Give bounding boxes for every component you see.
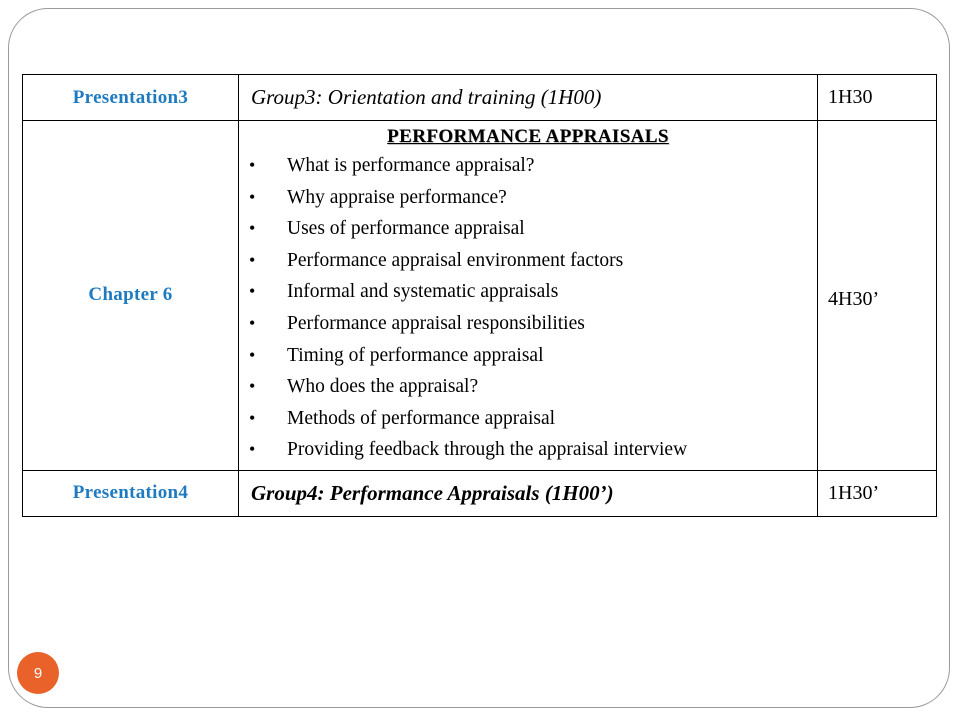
bullet-icon: • bbox=[249, 407, 256, 428]
list-item bbox=[239, 434, 817, 466]
duration: 4H30’ bbox=[828, 287, 880, 310]
list-item bbox=[239, 182, 817, 214]
bullet-icon: • bbox=[249, 312, 256, 333]
row-label: Presentation3 bbox=[23, 75, 239, 121]
list-item bbox=[239, 150, 817, 182]
topic-text: Why appraise performance? bbox=[287, 186, 507, 208]
duration: 1H30’ bbox=[818, 470, 937, 516]
group-description: Group4: Performance Appraisals (1H00’) bbox=[239, 470, 818, 516]
row-label: Chapter 6 bbox=[23, 121, 239, 471]
row-label: Presentation4 bbox=[23, 470, 239, 516]
topic-text: Informal and systematic appraisals bbox=[287, 281, 559, 303]
topic-text: Uses of performance appraisal bbox=[287, 218, 525, 240]
chapter-title: PERFORMANCE APPRAISALS bbox=[387, 126, 669, 147]
topic-text: Providing feedback through the appraisal interview bbox=[287, 439, 688, 461]
bullet-icon: • bbox=[249, 376, 256, 397]
bullet-icon: • bbox=[249, 249, 256, 270]
list-item bbox=[239, 340, 817, 372]
topic-list bbox=[239, 150, 817, 466]
course-schedule-table bbox=[22, 74, 937, 517]
list-item bbox=[239, 308, 817, 340]
topic-text: Timing of performance appraisal bbox=[287, 344, 544, 366]
group-description: Group3: Orientation and training (1H00) bbox=[239, 75, 818, 121]
list-item bbox=[239, 403, 817, 435]
list-item bbox=[239, 371, 817, 403]
table-row bbox=[23, 121, 937, 471]
topic-text: Performance appraisal responsibilities bbox=[287, 312, 585, 334]
topic-text: What is performance appraisal? bbox=[287, 155, 535, 176]
list-item bbox=[239, 276, 817, 308]
table-row bbox=[23, 75, 937, 121]
page-number-badge: 9 bbox=[17, 652, 59, 694]
bullet-icon: • bbox=[249, 218, 256, 239]
bullet-icon: • bbox=[249, 344, 256, 365]
bullet-icon: • bbox=[249, 186, 256, 207]
topic-text: Who does the appraisal? bbox=[287, 376, 479, 398]
bullet-icon: • bbox=[249, 281, 256, 302]
duration: 1H30 bbox=[818, 75, 937, 121]
bullet-icon: • bbox=[249, 155, 256, 175]
table-row bbox=[23, 470, 937, 516]
topic-text: Performance appraisal environment factors bbox=[287, 249, 624, 271]
bullet-icon: • bbox=[249, 439, 256, 460]
list-item bbox=[239, 213, 817, 245]
list-item bbox=[239, 245, 817, 277]
duration-cell bbox=[818, 121, 937, 471]
chapter-content-cell bbox=[239, 121, 818, 471]
topic-text: Methods of performance appraisal bbox=[287, 407, 556, 429]
